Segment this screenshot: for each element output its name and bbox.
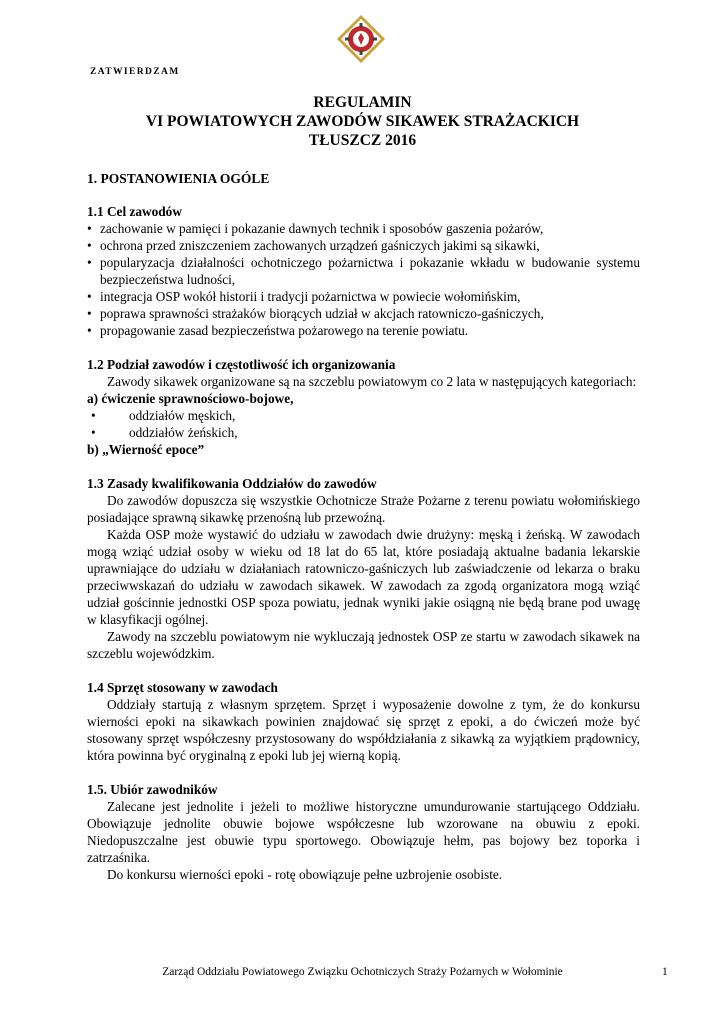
subsection-heading: 1.5. Ubiór zawodników <box>87 782 218 797</box>
document-body <box>87 170 640 883</box>
list-item: • zachowanie w pamięci i pokazanie dawnych technik i sposobów gaszenia pożarów, <box>87 220 640 237</box>
paragraph: Oddziały startują z własnym sprzętem. Sprzęt i wyposażenie dowolne z tym, że do konkursu wierności epoki na sikawkach powinien znajdować się sprzęt z epoki, a do ćwiczeń może być stosowany sprzęt współczesny przystosowany do współdziałania z sikawką za wyjątkiem prądownicy, która powinna być oryginalną z epoki lub jej wierną kopią. <box>87 697 640 763</box>
list-item: • popularyzacja działalności ochotniczego pożarnictwa i pokazanie wkładu w budowanie systemu bezpieczeństwa ludności, <box>87 254 640 288</box>
subsection-heading: 1.1 Cel zawodów <box>87 204 182 219</box>
subsection-heading: 1.3 Zasady kwalifikowania Oddziałów do zawodów <box>87 476 377 491</box>
osp-emblem-icon <box>336 14 386 64</box>
subsection-heading: 1.4 Sprzęt stosowany w zawodach <box>87 680 278 695</box>
paragraph: Do konkursu wierności epoki - rotę obowiązuje pełne uzbrojenie osobiste. <box>107 867 503 882</box>
category-label: a) ćwiczenie sprawnościowo-bojowe, <box>87 391 294 406</box>
page-footer: Zarząd Oddziału Powiatowego Związku Ochotniczych Straży Pożarnych w Wołominie <box>162 966 563 978</box>
paragraph: Zawody na szczeblu powiatowym nie wykluczają jednostek OSP ze startu w zawodach sikawek na szczeblu wojewódzkim. <box>87 629 640 661</box>
goals-list <box>87 220 640 339</box>
paragraph: Do zawodów dopuszcza się wszystkie Ochotnicze Straże Pożarne z terenu powiatu wołomińskiego posiadające sprawną sikawkę przenośną lub przewoźną. <box>87 493 640 525</box>
list-item: • propagowanie zasad bezpieczeństwa pożarowego na terenie powiatu. <box>87 322 640 339</box>
list-item: • oddziałów żeńskich, <box>91 425 238 440</box>
title-line: VI POWIATOWYCH ZAWODÓW SIKAWEK STRAŻACKICH <box>145 113 580 130</box>
list-item: • oddziałów męskich, <box>91 408 236 423</box>
category-label: b) „Wierność epoce” <box>87 442 205 457</box>
document-title <box>0 93 725 150</box>
title-line: TŁUSZCZ 2016 <box>308 132 417 149</box>
title-line: REGULAMIN <box>313 94 412 111</box>
approval-label: ZATWIERDZAM <box>90 67 180 77</box>
list-item: • ochrona przed zniszczeniem zachowanych urządzeń gaśniczych jakimi są sikawki, <box>87 237 640 254</box>
list-item: • poprawa sprawności strażaków biorących udział w akcjach ratowniczo-gaśniczych, <box>87 305 640 322</box>
section-heading: 1. POSTANOWIENIA OGÓLE <box>87 171 270 186</box>
subsection-heading: 1.2 Podział zawodów i częstotliwość ich organizowania <box>87 357 396 372</box>
list-item: • integracja OSP wokół historii i tradycji pożarnictwa w powiecie wołomińskim, <box>87 288 640 305</box>
page-number: 1 <box>662 966 668 978</box>
paragraph: Zawody sikawek organizowane są na szczeblu powiatowym co 2 lata w następujących kategoriach: <box>107 374 637 389</box>
paragraph: Zalecane jest jednolite i jeżeli to możliwe historyczne umundurowanie startującego Oddziału. Obowiązuje jednolite obuwie bojowe współczesne lub wzorowane na obuwiu z epoki. Niedopuszczalne jest obuwie typu sportowego. Obowiązuje hełm, pas bojowy bez toporka i zatrzaśnika. <box>87 799 640 865</box>
paragraph: Każda OSP może wystawić do udziału w zawodach dwie drużyny: męską i żeńską. W zawodach mogą wziąć udział osoby w wieku od 18 lat do 65 lat, które posiadają aktualne badania lekarskie uprawniające do udziału w działaniach ratowniczo-gaśniczych lub zaświadczenie od lekarza o braku przeciwwskazań do udziału w zawodach sikawek. W zawodach za zgodą organizatora mogą wziąć udział gościnnie jednostki OSP spoza powiatu, jednak wyniki jakie osiągną nie będą brane pod uwagę w klasyfikacji ogólnej. <box>87 527 640 627</box>
